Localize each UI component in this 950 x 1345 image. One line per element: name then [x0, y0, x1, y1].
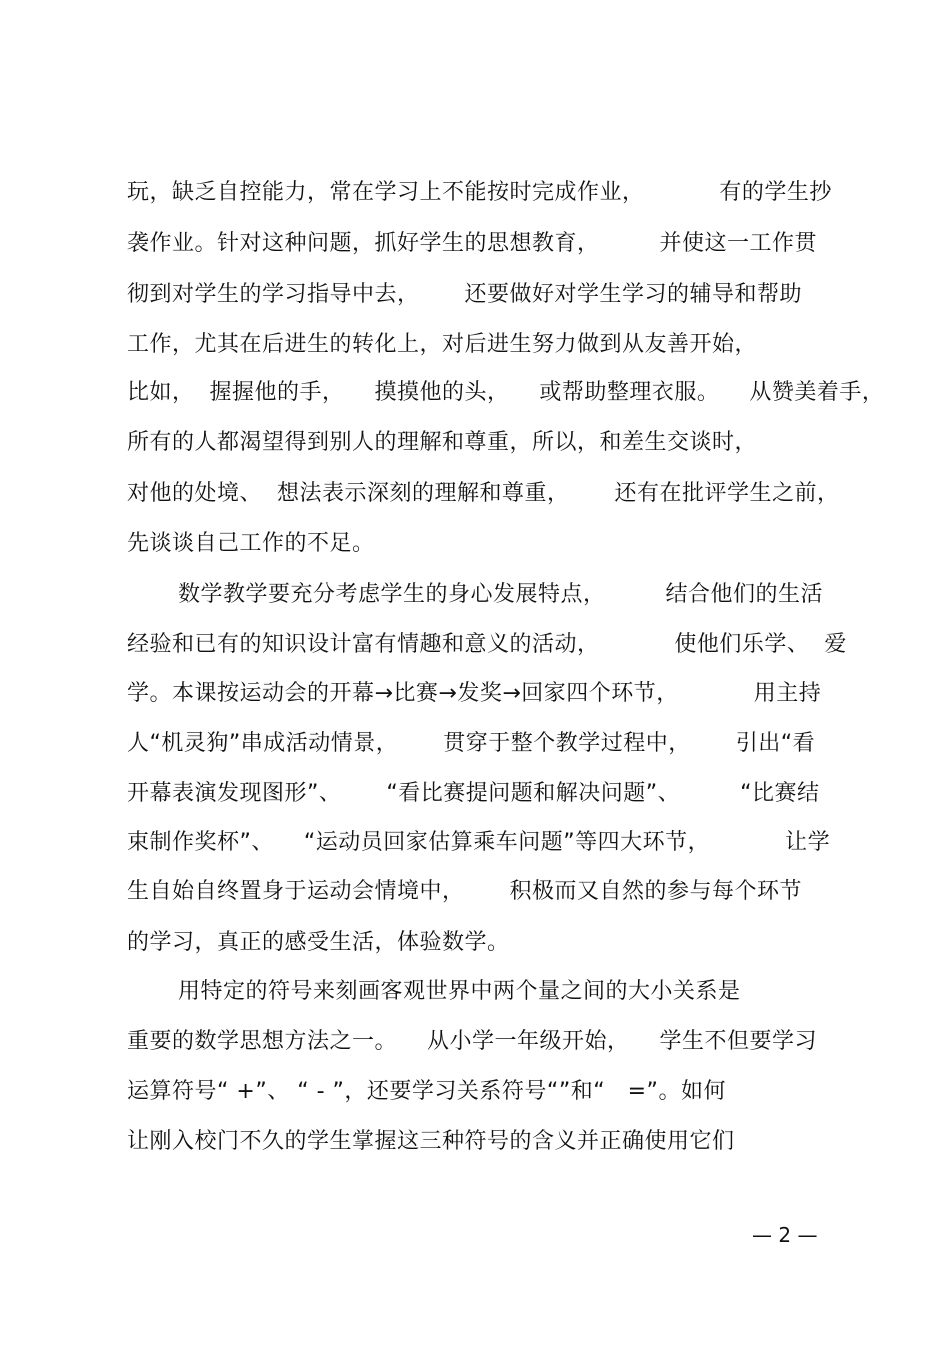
paragraph-3-line-2: 重要的数学思想方法之一。 从小学一年级开始， 学生不但要学习 — [127, 1029, 817, 1054]
paragraph-1-line-2: 袭作业。针对这种问题，抓好学生的思想教育， 并使这一工作贯 — [127, 231, 817, 256]
paragraph-1-line-8: 先谈谈自己工作的不足。 — [127, 531, 375, 556]
paragraph-3-line-4: 让刚入校门不久的学生掌握这三种符号的含义并正确使用它们 — [127, 1129, 735, 1154]
paragraph-1-line-6: 所有的人都渴望得到别人的理解和尊重，所以，和差生交谈时， — [127, 430, 758, 455]
paragraph-1-line-7: 对他的处境、 想法表示深刻的理解和尊重， 还有在批评学生之前， — [127, 481, 840, 506]
paragraph-2-line-7: 生自始自终置身于运动会情境中， 积极而又自然的参与每个环节 — [127, 879, 802, 904]
paragraph-3-line-1: 用特定的符号来刻画客观世界中两个量之间的大小关系是 — [178, 979, 741, 1004]
paragraph-2-line-4: 人“机灵狗”串成活动情景， 贯穿于整个教学过程中， 引出“看 — [127, 731, 816, 756]
paragraph-2-line-2: 经验和已有的知识设计富有情趣和意义的活动， 使他们乐学、 爱 — [127, 632, 847, 657]
paragraph-3-line-3: 运算符号“ +”、 “ - ”，还要学习关系符号“”和“ =”。如何 — [127, 1079, 726, 1104]
paragraph-2-line-6: 束制作奖杯”、 “运动员回家估算乘车问题”等四大环节， 让学 — [127, 830, 831, 855]
paragraph-2-line-8: 的学习，真正的感受生活，体验数学。 — [127, 930, 510, 955]
paragraph-2-line-5: 开幕表演发现图形”、 “看比赛提问题和解决问题”、 “比赛结 — [127, 781, 820, 806]
paragraph-1-line-1: 玩，缺乏自控能力，常在学习上不能按时完成作业， 有的学生抄 — [127, 180, 832, 205]
page-number: — 2 — — [752, 1223, 818, 1247]
paragraph-2-line-1: 数学教学要充分考虑学生的身心发展特点， 结合他们的生活 — [178, 582, 823, 607]
paragraph-2-line-3: 学。本课按运动会的开幕→比赛→发奖→回家四个环节， 用主持 — [127, 681, 822, 706]
paragraph-1-line-5: 比如， 握握他的手， 摸摸他的头， 或帮助整理衣服。 从赞美着手， — [127, 380, 885, 405]
paragraph-1-line-4: 工作，尤其在后进生的转化上，对后进生努力做到从友善开始， — [127, 332, 758, 357]
paragraph-1-line-3: 彻到对学生的学习指导中去， 还要做好对学生学习的辅导和帮助 — [127, 282, 802, 307]
